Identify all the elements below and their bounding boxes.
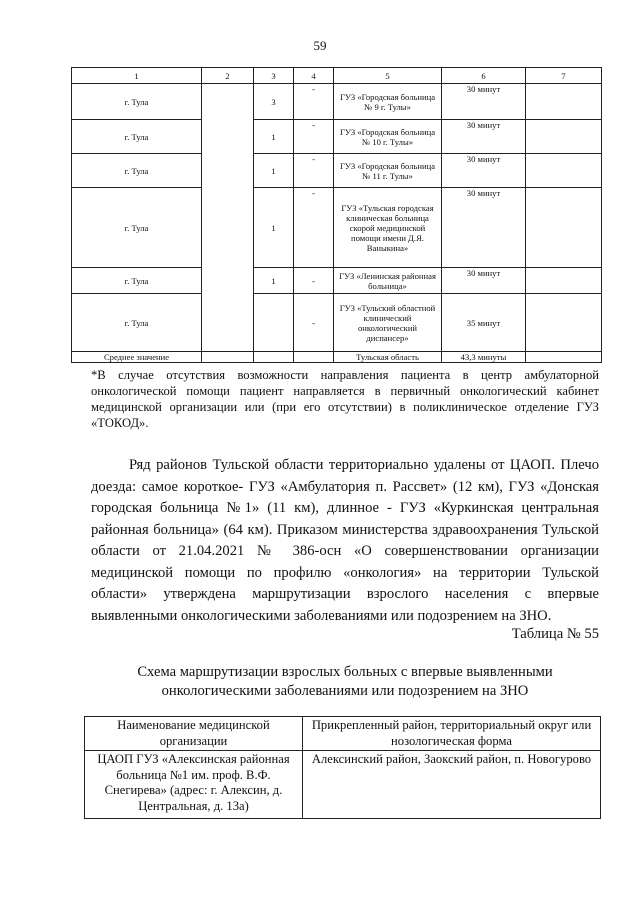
table-number: Таблица № 55 xyxy=(511,626,599,642)
empty-cell xyxy=(294,352,334,363)
time-cell: 30 минут xyxy=(442,84,526,120)
hospital-cell: ГУЗ «Тульская городская клиническая больница скорой медицинской помощи имени Д.Я. Ваныкина» xyxy=(334,188,442,268)
table-row xyxy=(72,154,602,188)
caption-line: Схема маршрутизации взрослых больных с впервые выявленными xyxy=(137,664,553,680)
caption-line: онкологическими заболеваниями или подозрением на ЗНО xyxy=(161,683,529,699)
routing-times-table xyxy=(71,67,602,363)
hospital-cell: ГУЗ «Городская больница № 9 г. Тулы» xyxy=(334,84,442,120)
hospital-cell: ГУЗ «Ленинская районная больница» xyxy=(334,268,442,294)
table-header-row xyxy=(72,68,602,84)
summary-label: Среднее значение xyxy=(72,352,202,363)
column-header: 3 xyxy=(254,68,294,84)
table-row xyxy=(72,294,602,352)
city-cell: г. Тула xyxy=(72,294,202,352)
time-cell: 30 минут xyxy=(442,154,526,188)
column-header: 1 xyxy=(72,68,202,84)
dash-cell: - xyxy=(294,154,334,188)
table-row xyxy=(72,120,602,154)
count-cell xyxy=(254,294,294,352)
dash-cell: - xyxy=(294,268,334,294)
count-cell: 1 xyxy=(254,154,294,188)
table-header-row xyxy=(85,717,601,751)
hospital-cell: ГУЗ «Тульский областной клинический онкологический диспансер» xyxy=(334,294,442,352)
column-header: 4 xyxy=(294,68,334,84)
column-header: 7 xyxy=(526,68,602,84)
empty-cell xyxy=(202,84,254,352)
empty-cell xyxy=(526,84,602,120)
summary-region: Тульская область xyxy=(334,352,442,363)
empty-cell xyxy=(526,188,602,268)
count-cell: 1 xyxy=(254,188,294,268)
table-row xyxy=(72,84,602,120)
body-paragraph: Ряд районов Тульской области территориально удалены от ЦАОП. Плечо доезда: самое короткое- ГУЗ «Амбулатория п. Рассвет» (12 км), ГУЗ «Донская городская больница №1» (11 км), длинное - ГУЗ «Куркинская центральная районная больница» (64 км). Приказом министерства здравоохранения Тульской области от 21.04.2021 № 386-осн «О совершенствовании организации медицинской помощи по профилю «онкология» на территории Тульской области» утверждена маршрутизации взрослого населения с впервые выявленными онкологическими заболеваниями или подозрением на ЗНО. xyxy=(91,457,599,624)
time-cell: 30 минут xyxy=(442,188,526,268)
time-cell: 35 минут xyxy=(442,294,526,352)
organization-cell: ЦАОП ГУЗ «Алексинская районная больница №1 им. проф. В.Ф. Снегирева» (адрес: г. Алексин, д. Центральная, д. 13а) xyxy=(85,751,303,819)
column-header: 5 xyxy=(334,68,442,84)
hospital-cell: ГУЗ «Городская больница № 11 г. Тулы» xyxy=(334,154,442,188)
district-cell: Алексинский район, Заокский район, п. Новогурово xyxy=(303,751,601,819)
hospital-cell: ГУЗ «Городская больница № 10 г. Тулы» xyxy=(334,120,442,154)
count-cell: 3 xyxy=(254,84,294,120)
page-number: 59 xyxy=(313,38,327,53)
empty-cell xyxy=(526,268,602,294)
column-header: 2 xyxy=(202,68,254,84)
table-caption xyxy=(91,663,599,701)
empty-cell xyxy=(526,154,602,188)
empty-cell xyxy=(254,352,294,363)
time-cell: 30 минут xyxy=(442,268,526,294)
empty-cell xyxy=(526,120,602,154)
city-cell: г. Тула xyxy=(72,84,202,120)
empty-cell xyxy=(202,352,254,363)
dash-cell: - xyxy=(294,120,334,154)
table-row xyxy=(85,751,601,819)
routing-scheme-table xyxy=(84,716,601,819)
city-cell: г. Тула xyxy=(72,188,202,268)
column-header: 6 xyxy=(442,68,526,84)
dash-cell: - xyxy=(294,188,334,268)
column-header: Прикрепленный район, территориальный округ или нозологическая форма xyxy=(303,717,601,751)
city-cell: г. Тула xyxy=(72,120,202,154)
table-row xyxy=(72,268,602,294)
city-cell: г. Тула xyxy=(72,268,202,294)
count-cell: 1 xyxy=(254,268,294,294)
empty-cell xyxy=(526,294,602,352)
summary-row xyxy=(72,352,602,363)
count-cell: 1 xyxy=(254,120,294,154)
table-row xyxy=(72,188,602,268)
empty-cell xyxy=(526,352,602,363)
dash-cell: - xyxy=(294,84,334,120)
column-header: Наименование медицинской организации xyxy=(85,717,303,751)
city-cell: г. Тула xyxy=(72,154,202,188)
time-cell: 30 минут xyxy=(442,120,526,154)
footnote: *В случае отсутствия возможности направления пациента в центр амбулаторной онкологической помощи пациент направляется в первичный онкологический кабинет медицинской организации или (при его отсутствии) в поликлиническое отделение ГУЗ «ТОКОД». xyxy=(91,368,599,430)
summary-time: 43,3 минуты xyxy=(442,352,526,363)
dash-cell: - xyxy=(294,294,334,352)
